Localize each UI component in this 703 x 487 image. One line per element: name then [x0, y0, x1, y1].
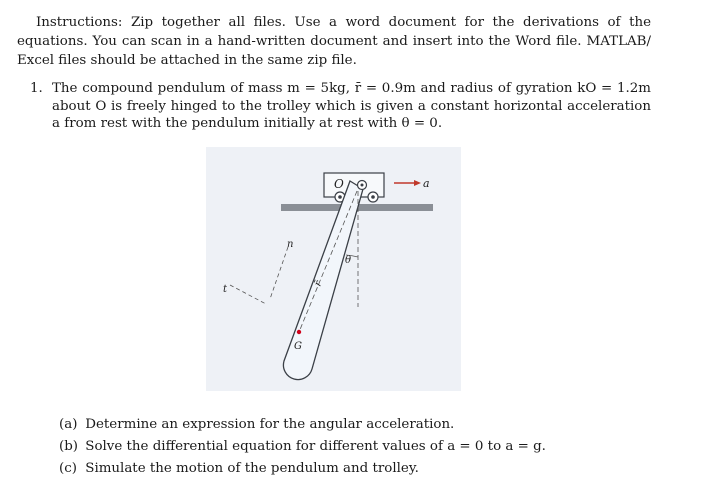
- pendulum-figure: [206, 147, 461, 391]
- problem-number: 1.: [30, 81, 43, 96]
- wheel-right-hub: [371, 195, 375, 199]
- part-a-label: (a): [59, 417, 78, 432]
- part-c-text: Simulate the motion of the pendulum and trolley.: [85, 461, 419, 476]
- pendulum-diagram: [206, 147, 461, 391]
- label-n: n: [287, 239, 294, 250]
- part-c: [59, 458, 546, 480]
- part-b: [59, 436, 546, 458]
- label-rbar: r̄: [312, 279, 325, 289]
- part-c-label: (c): [59, 461, 77, 476]
- label-g: G: [294, 341, 302, 352]
- problem-parts: [59, 414, 546, 480]
- part-a: [59, 414, 546, 436]
- label-t: t: [223, 284, 228, 295]
- pivot-center: [361, 184, 364, 187]
- part-b-label: (b): [59, 439, 79, 454]
- label-acceleration: a: [423, 177, 430, 190]
- label-pivot: O: [334, 177, 344, 191]
- wheel-left-hub: [338, 195, 342, 199]
- instructions-text: Instructions: Zip together all files. Use a word document for the derivations of the equations. You can scan in a hand-written document and insert into the Word file. MATLAB/ Excel files should be attached in the same zip file.: [17, 15, 651, 68]
- problem-1: [30, 80, 651, 133]
- part-b-text: Solve the differential equation for different values of a = 0 to a = g.: [85, 439, 546, 454]
- center-of-mass-dot: [297, 330, 301, 334]
- instructions-paragraph: [17, 13, 651, 70]
- problem-text: The compound pendulum of mass m = 5kg, r̄ = 0.9m and radius of gyration kO = 1.2m about O is freely hinged to the trolley which is given a constant horizontal acceleration a from rest with the pendulum initially at rest with θ = 0.: [52, 81, 651, 131]
- label-theta: θ: [345, 255, 352, 266]
- part-a-text: Determine an expression for the angular acceleration.: [85, 417, 455, 432]
